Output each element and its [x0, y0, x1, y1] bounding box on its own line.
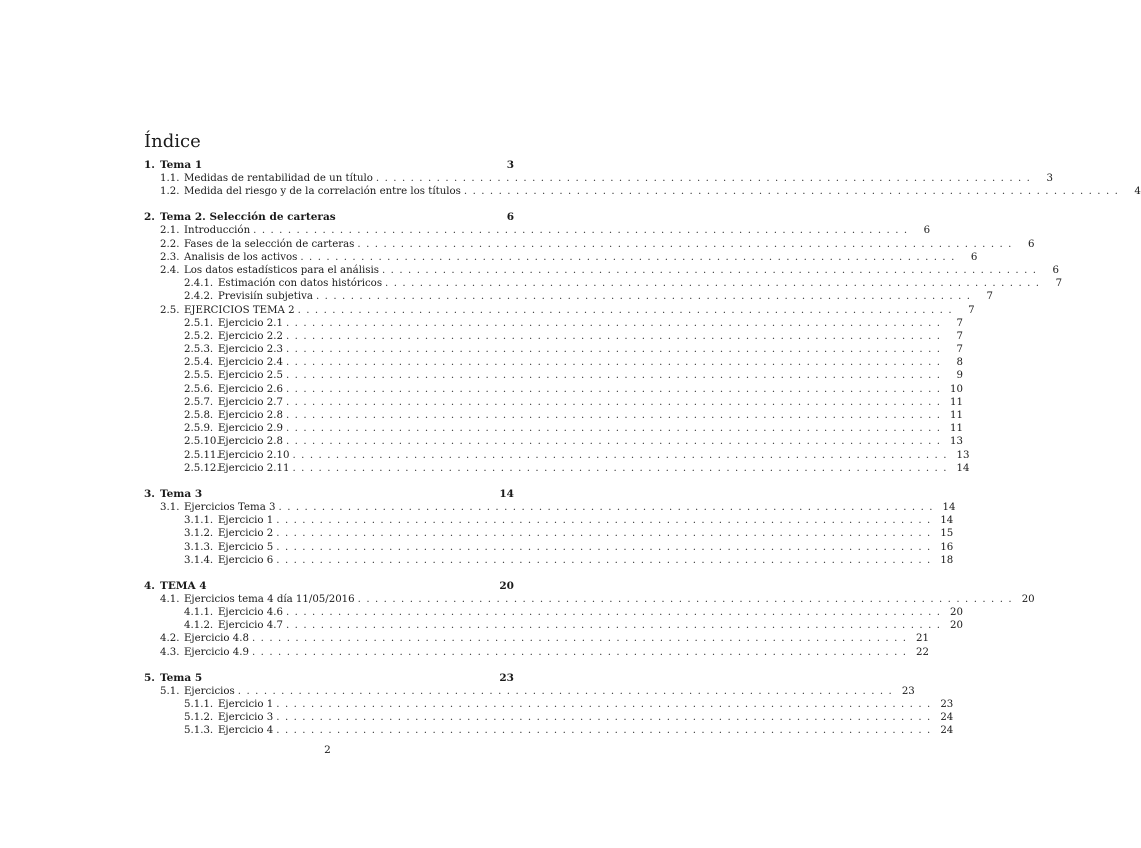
dot-leader: [276, 501, 936, 514]
entry-page: 20: [950, 620, 963, 632]
toc-entry[interactable]: [144, 554, 954, 567]
dot-leader: [283, 369, 943, 382]
dot-leader: [283, 435, 943, 448]
toc-entry[interactable]: [144, 383, 963, 396]
entry-title: Ejercicio 2.7: [218, 396, 283, 408]
entry-number: 2.5.1.: [184, 317, 214, 329]
dot-leader: [289, 449, 949, 462]
entry-number: 5.1.3.: [184, 725, 214, 737]
dot-leader: [273, 527, 933, 540]
dot-leader: [283, 343, 943, 356]
entry-page: 24: [940, 725, 954, 737]
entry-title: Fases de la selección de carteras: [184, 238, 355, 250]
entry-page: 7: [956, 330, 963, 342]
entry-number: 2.5.3.: [184, 344, 214, 356]
entry-title: Ejercicio 2.4: [218, 357, 283, 369]
entry-title: Ejercicio 2.10: [218, 449, 290, 461]
entry-title: Ejercicio 4: [218, 725, 274, 737]
dot-leader: [354, 238, 1014, 251]
dot-leader: [283, 422, 943, 435]
entry-title: Ejercicio 2.9: [218, 423, 283, 435]
dot-leader: [379, 264, 1039, 277]
entry-title: Ejercicio 2.3: [218, 344, 283, 356]
entry-title: Los datos estadísticos para el análisis: [184, 264, 379, 276]
entry-page: 9: [956, 370, 963, 382]
entry-page: 23: [901, 685, 915, 697]
toc-entry[interactable]: [144, 724, 954, 737]
dot-leader: [235, 685, 895, 698]
entry-number: 2.5.6.: [184, 383, 214, 395]
entry-page: 6: [923, 225, 931, 237]
entry-number: 5.1.2.: [184, 712, 214, 724]
entry-number: 2.1.: [160, 225, 180, 237]
entry-number: 5.1.1.: [184, 699, 214, 710]
entry-number: 1.2.: [160, 186, 180, 198]
entry-title: Ejercicio 4.8: [184, 633, 249, 645]
entry-number: 2.5.4.: [184, 357, 214, 369]
entry-page: 22: [916, 646, 929, 658]
entry-title: Tema 2. Selección de carteras: [160, 211, 336, 224]
entry-page: 14: [499, 487, 514, 500]
entry-number: 2.5.8.: [184, 410, 214, 421]
entry-number: 2.5.11.: [184, 449, 220, 461]
entry-number: 2.5.5.: [184, 370, 214, 382]
dot-leader: [295, 304, 955, 317]
entry-number: 2.5.12.: [184, 462, 220, 474]
entry-page: 23: [499, 671, 514, 684]
entry-page: 11: [950, 423, 963, 435]
entry-page: 20: [1021, 593, 1035, 605]
dot-leader: [250, 224, 910, 237]
entry-number: 5.: [144, 671, 155, 684]
toc-entry[interactable]: [144, 606, 963, 619]
dot-leader: [297, 251, 957, 264]
toc-entry[interactable]: [144, 251, 978, 264]
dot-leader: [273, 724, 933, 737]
toc-entry[interactable]: [144, 356, 963, 369]
toc-entry[interactable]: [144, 238, 1035, 251]
dot-leader: [461, 185, 1121, 198]
dot-leader: [249, 632, 909, 645]
entry-page: 7: [956, 344, 963, 356]
dot-leader: [283, 317, 943, 330]
toc-entry[interactable]: [144, 501, 956, 514]
toc-chapter: [144, 210, 1063, 475]
dot-leader: [373, 172, 1033, 185]
toc-chapter-entry[interactable]: [144, 158, 514, 172]
toc-chapter-entry[interactable]: [144, 671, 514, 685]
toc-entry[interactable]: [144, 396, 963, 409]
entry-title: Tema 5: [160, 671, 203, 684]
entry-number: 2.5.7.: [184, 396, 214, 408]
toc-entry[interactable]: [144, 343, 963, 356]
toc-entry[interactable]: [144, 527, 954, 540]
entry-title: Ejercicio 4.7: [218, 620, 283, 632]
toc-entry[interactable]: [144, 422, 963, 435]
entry-page: 14: [942, 501, 956, 513]
entry-number: 4.: [144, 579, 155, 592]
toc-entry[interactable]: [144, 304, 975, 317]
entry-page: 3: [506, 159, 514, 171]
entry-page: 6: [970, 251, 978, 263]
table-of-contents: [144, 158, 1141, 738]
entry-title: Tema 1: [160, 159, 203, 171]
entry-number: 2.2.: [160, 238, 180, 250]
entry-page: 15: [940, 528, 954, 540]
entry-title: Ejercicio 1: [218, 699, 274, 710]
entry-number: 4.2.: [160, 633, 180, 645]
toc-entry[interactable]: [144, 172, 1053, 185]
dot-leader: [249, 646, 909, 659]
dot-leader: [355, 593, 1015, 606]
dot-leader: [382, 277, 1042, 290]
entry-page: 20: [499, 579, 514, 592]
entry-page: 11: [950, 396, 963, 408]
dot-leader: [283, 356, 943, 369]
toc-chapter: [144, 487, 956, 567]
entry-number: 4.1.2.: [184, 620, 214, 632]
dot-leader: [283, 383, 943, 396]
toc-entry[interactable]: [144, 449, 970, 462]
entry-page: 6: [1027, 238, 1035, 250]
toc-entry[interactable]: [144, 541, 954, 554]
entry-number: 3.1.2.: [184, 528, 214, 540]
entry-number: 3.1.4.: [184, 554, 214, 566]
entry-page: 8: [956, 357, 963, 369]
toc-entry[interactable]: [144, 317, 963, 330]
toc-chapter-entry[interactable]: [144, 579, 514, 593]
entry-title: Introducción: [184, 225, 251, 237]
toc-entry[interactable]: [144, 369, 963, 382]
entry-page: 7: [1055, 278, 1063, 290]
toc-entry[interactable]: [144, 514, 954, 527]
entry-title: Ejercicio 2.8: [218, 436, 283, 448]
entry-page: 13: [950, 436, 963, 448]
dot-leader: [283, 409, 943, 422]
entry-title: Ejercicio 2.2: [218, 330, 283, 342]
dot-leader: [283, 396, 943, 409]
entry-title: Ejercicio 2.6: [218, 383, 283, 395]
dot-leader: [313, 290, 973, 303]
entry-number: 2.5.2.: [184, 330, 214, 342]
entry-page: 24: [940, 712, 954, 724]
entry-page: 18: [940, 554, 954, 566]
dot-leader: [273, 514, 933, 527]
toc-entry[interactable]: [144, 224, 931, 237]
dot-leader: [273, 541, 933, 554]
dot-leader: [273, 711, 933, 724]
entry-title: Ejercicio 2.11: [218, 462, 290, 474]
entry-page: 6: [1052, 264, 1059, 276]
entry-page: 13: [956, 449, 970, 461]
toc-chapter-entry[interactable]: [144, 210, 514, 224]
entry-title: Ejercicio 4.9: [184, 646, 249, 658]
dot-leader: [273, 698, 933, 711]
entry-page: 16: [940, 541, 954, 553]
entry-title: Ejercicio 2: [218, 528, 274, 540]
toc-entry[interactable]: [144, 264, 1059, 277]
entry-number: 2.5.10.: [184, 436, 220, 448]
page-number: 2: [324, 744, 331, 756]
entry-page: 6: [506, 211, 514, 224]
entry-number: 2.5.: [160, 304, 180, 316]
toc-entry[interactable]: [144, 277, 1063, 290]
entry-title: Ejercicio 2.1: [218, 317, 283, 329]
entry-title: Ejercicio 5: [218, 541, 274, 553]
entry-number: 3.1.: [160, 501, 180, 513]
entry-title: TEMA 4: [160, 579, 207, 592]
entry-number: 2.4.2.: [184, 291, 214, 303]
entry-page: 14: [940, 515, 954, 527]
entry-title: Ejercicio 1: [218, 515, 274, 527]
entry-title: Ejercicios Tema 3: [184, 501, 276, 513]
entry-number: 4.1.1.: [184, 607, 214, 619]
entry-number: 4.3.: [160, 646, 180, 658]
entry-page: 23: [940, 699, 954, 710]
toc-entry[interactable]: [144, 685, 915, 698]
toc-entry[interactable]: [144, 409, 963, 422]
entry-page: 11: [950, 410, 963, 421]
toc-title: Índice: [144, 131, 201, 152]
entry-number: 4.1.: [160, 593, 180, 605]
toc-entry[interactable]: [144, 462, 970, 475]
toc-entry[interactable]: [144, 646, 929, 659]
toc-chapter: [144, 158, 1141, 198]
toc-entry[interactable]: [144, 593, 1035, 606]
toc-entry[interactable]: [144, 632, 929, 645]
entry-title: Ejercicios: [184, 685, 235, 697]
toc-entry[interactable]: [144, 435, 963, 448]
entry-page: 7: [956, 317, 963, 329]
entry-number: 1.1.: [160, 173, 180, 184]
dot-leader: [283, 606, 943, 619]
entry-title: Ejercicio 3: [218, 712, 274, 724]
entry-number: 3.1.3.: [184, 541, 214, 553]
toc-entry[interactable]: [144, 619, 963, 632]
entry-title: Ejercicio 6: [218, 554, 274, 566]
toc-chapter-entry[interactable]: [144, 487, 514, 501]
entry-number: 3.1.1.: [184, 515, 214, 527]
toc-chapter: [144, 671, 954, 738]
entry-page: 14: [956, 462, 970, 474]
dot-leader: [283, 330, 943, 343]
entry-title: Analisis de los activos: [184, 251, 298, 263]
toc-entry[interactable]: [144, 185, 1141, 198]
entry-number: 2.5.9.: [184, 423, 214, 435]
entry-title: Medida del riesgo y de la correlación entre los títulos: [184, 186, 461, 198]
entry-page: 20: [950, 607, 963, 619]
toc-entry[interactable]: [144, 698, 954, 711]
entry-title: EJERCICIOS TEMA 2: [184, 304, 295, 316]
entry-number: 2.: [144, 211, 155, 224]
dot-leader: [283, 619, 943, 632]
entry-number: 2.4.: [160, 264, 180, 276]
dot-leader: [273, 554, 933, 567]
toc-entry[interactable]: [144, 290, 993, 303]
entry-title: Ejercicio 2.5: [218, 370, 283, 382]
toc-chapter: [144, 579, 1035, 659]
entry-title: Estimación con datos históricos: [218, 278, 383, 290]
entry-number: 2.4.1.: [184, 278, 214, 290]
entry-number: 3.: [144, 487, 155, 500]
entry-page: 10: [950, 383, 963, 395]
entry-page: 4: [1134, 186, 1141, 198]
entry-page: 7: [986, 291, 993, 303]
dot-leader: [289, 462, 949, 475]
entry-title: Ejercicio 2.8: [218, 410, 283, 421]
entry-page: 7: [968, 304, 975, 316]
entry-title: Previsiín subjetiva: [218, 291, 313, 303]
entry-number: 2.3.: [160, 251, 180, 263]
entry-number: 1.: [144, 159, 155, 171]
entry-title: Ejercicio 4.6: [218, 607, 283, 619]
entry-title: Ejercicios tema 4 día 11/05/2016: [184, 593, 355, 605]
entry-number: 5.1.: [160, 685, 180, 697]
entry-title: Medidas de rentabilidad de un título: [184, 173, 373, 184]
toc-entry[interactable]: [144, 711, 954, 724]
entry-page: 3: [1046, 173, 1053, 184]
toc-entry[interactable]: [144, 330, 963, 343]
entry-page: 21: [916, 633, 929, 645]
entry-title: Tema 3: [160, 487, 203, 500]
